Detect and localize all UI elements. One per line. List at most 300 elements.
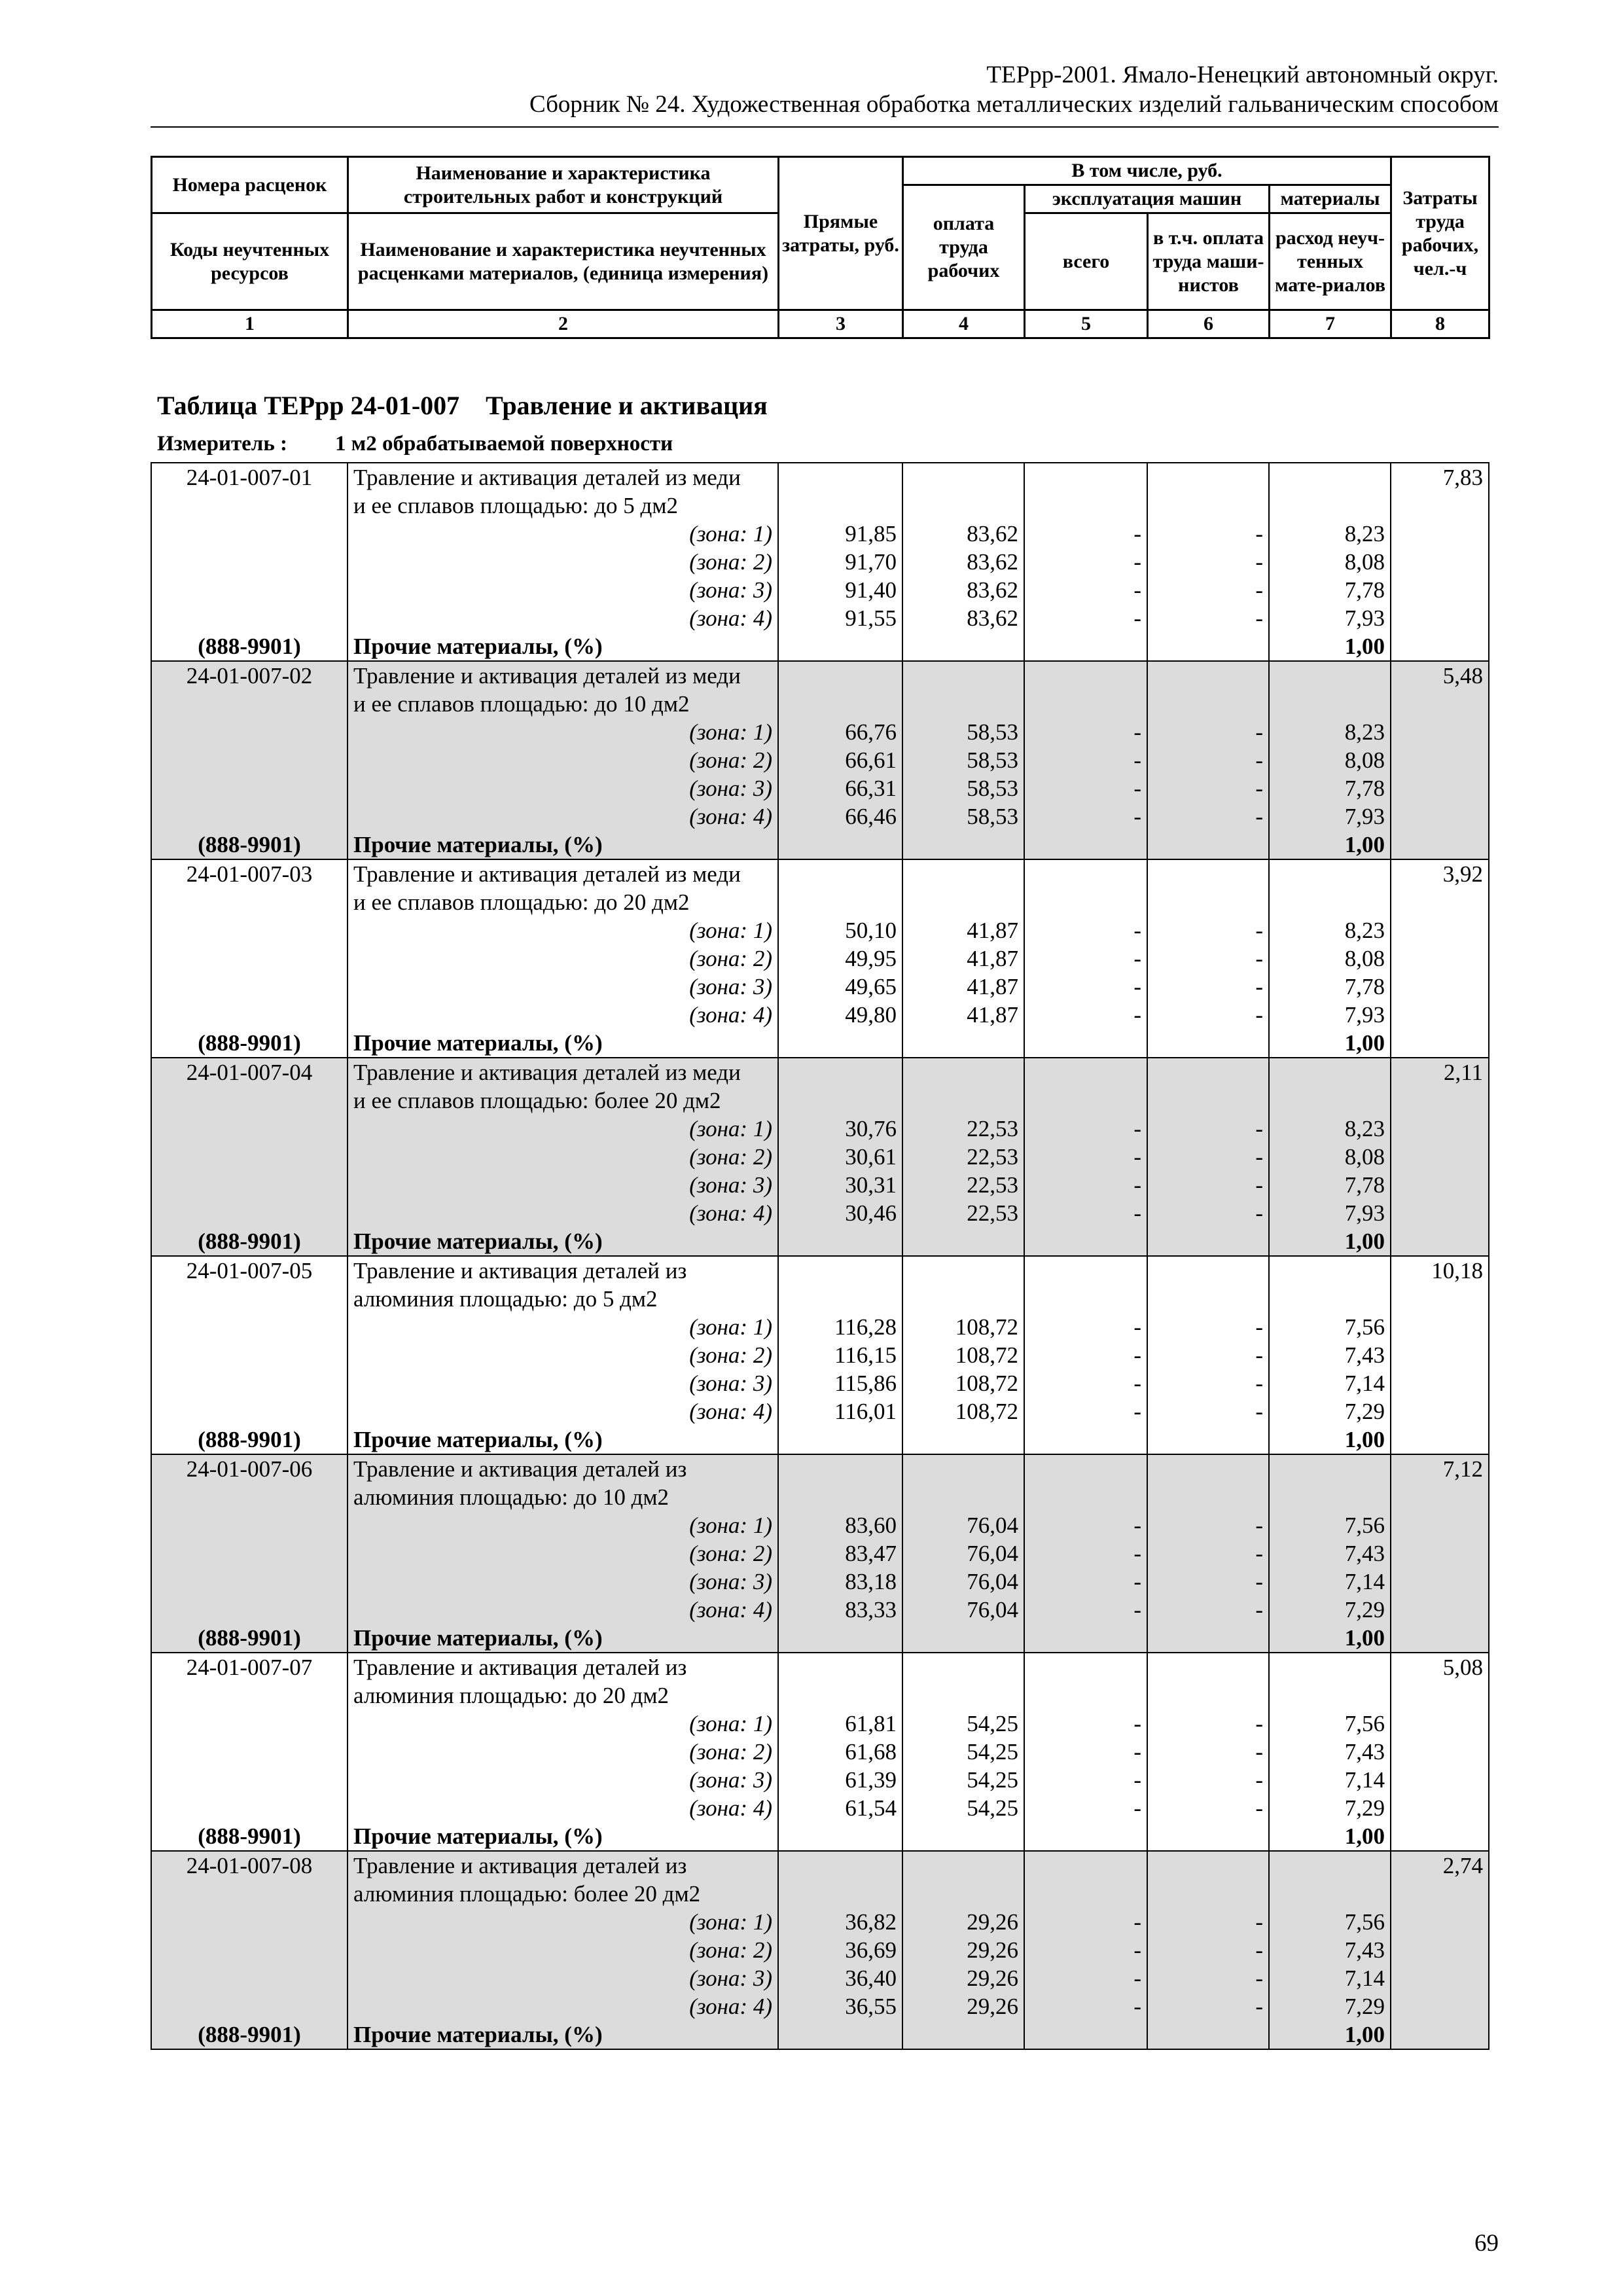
empty-cell	[778, 1256, 902, 1285]
resource-value: 1,00	[1269, 2020, 1391, 2049]
table-row	[151, 859, 1489, 888]
direct-cost: 91,85	[778, 520, 902, 548]
resource-code: (888-9901)	[151, 831, 348, 859]
empty-cell	[1391, 548, 1489, 576]
empty-cell	[1269, 1285, 1391, 1313]
col4-header: оплата труда рабочих	[903, 185, 1025, 310]
empty-cell	[1024, 1483, 1147, 1511]
empty-cell	[778, 1058, 902, 1086]
machinist-pay: -	[1147, 520, 1269, 548]
empty-cell	[902, 1029, 1024, 1058]
empty-cell	[1391, 746, 1489, 774]
measure-value: 1 м2 обрабатываемой поверхности	[335, 432, 673, 456]
empty-cell	[902, 888, 1024, 916]
empty-cell	[1391, 1199, 1489, 1227]
zone-row	[151, 576, 1489, 604]
empty-cell	[1391, 1143, 1489, 1171]
resource-code: (888-9901)	[151, 632, 348, 661]
empty-cell	[151, 944, 348, 973]
worker-pay: 41,87	[902, 944, 1024, 973]
empty-cell	[1391, 718, 1489, 746]
rate-description-line-2: и ее сплавов площадью: до 10 дм2	[348, 690, 778, 718]
zone-row	[151, 1964, 1489, 1992]
zone-row	[151, 774, 1489, 802]
empty-cell	[1024, 1256, 1147, 1285]
empty-cell	[1269, 1454, 1391, 1483]
empty-cell	[902, 2020, 1024, 2049]
empty-cell	[902, 1086, 1024, 1115]
empty-cell	[1269, 859, 1391, 888]
worker-pay: 29,26	[902, 1908, 1024, 1936]
rate-description-line-1: Травление и активация деталей из меди	[348, 661, 778, 690]
machine-cost: -	[1024, 1794, 1147, 1822]
machine-cost: -	[1024, 1992, 1147, 2020]
machinist-pay: -	[1147, 1511, 1269, 1539]
empty-cell	[1024, 1880, 1147, 1908]
empty-cell	[1147, 1285, 1269, 1313]
machine-cost: -	[1024, 1341, 1147, 1369]
empty-cell	[1391, 1115, 1489, 1143]
zone-row	[151, 520, 1489, 548]
direct-cost: 61,39	[778, 1766, 902, 1794]
machinist-pay: -	[1147, 774, 1269, 802]
empty-cell	[1147, 632, 1269, 661]
machine-cost: -	[1024, 944, 1147, 973]
empty-cell	[151, 1171, 348, 1199]
machinist-pay: -	[1147, 1341, 1269, 1369]
zone-label: (зона: 2)	[348, 1738, 778, 1766]
rate-block	[151, 1851, 1489, 2049]
worker-pay: 108,72	[902, 1369, 1024, 1397]
empty-cell	[1024, 1086, 1147, 1115]
direct-cost: 83,33	[778, 1596, 902, 1624]
empty-cell	[151, 1313, 348, 1341]
direct-cost: 30,61	[778, 1143, 902, 1171]
empty-cell	[1391, 1029, 1489, 1058]
empty-cell	[151, 1285, 348, 1313]
direct-cost: 30,76	[778, 1115, 902, 1143]
empty-cell	[1391, 1511, 1489, 1539]
machine-cost: -	[1024, 1539, 1147, 1568]
materials-cost: 7,43	[1269, 1936, 1391, 1964]
zone-label: (зона: 4)	[348, 802, 778, 831]
rate-description-line-2: алюминия площадью: до 20 дм2	[348, 1681, 778, 1710]
empty-cell	[1147, 1058, 1269, 1086]
empty-cell	[1269, 1483, 1391, 1511]
col-number-8: 8	[1391, 310, 1489, 338]
resource-row	[151, 1426, 1489, 1454]
worker-pay: 76,04	[902, 1511, 1024, 1539]
machine-cost: -	[1024, 1908, 1147, 1936]
worker-pay: 76,04	[902, 1568, 1024, 1596]
empty-cell	[151, 973, 348, 1001]
rate-description-line-2: и ее сплавов площадью: до 5 дм2	[348, 492, 778, 520]
empty-cell	[1391, 1880, 1489, 1908]
empty-cell	[902, 690, 1024, 718]
empty-cell	[151, 1001, 348, 1029]
col-number-1: 1	[152, 310, 348, 338]
zone-row	[151, 1710, 1489, 1738]
empty-cell	[1147, 1483, 1269, 1511]
machine-cost: -	[1024, 718, 1147, 746]
materials-cost: 7,14	[1269, 1568, 1391, 1596]
measure-label: Измеритель :	[157, 432, 288, 456]
materials-cost: 7,56	[1269, 1908, 1391, 1936]
empty-cell	[151, 746, 348, 774]
zone-label: (зона: 4)	[348, 1397, 778, 1426]
worker-pay: 29,26	[902, 1992, 1024, 2020]
zone-label: (зона: 2)	[348, 1539, 778, 1568]
direct-cost: 83,18	[778, 1568, 902, 1596]
empty-cell	[151, 888, 348, 916]
zone-row	[151, 1568, 1489, 1596]
zone-label: (зона: 4)	[348, 1001, 778, 1029]
materials-cost: 7,56	[1269, 1511, 1391, 1539]
resource-row	[151, 1029, 1489, 1058]
direct-cost: 91,55	[778, 604, 902, 632]
direct-cost: 49,80	[778, 1001, 902, 1029]
empty-cell	[1024, 859, 1147, 888]
empty-cell	[1147, 1822, 1269, 1851]
worker-pay: 22,53	[902, 1143, 1024, 1171]
machine-cost: -	[1024, 802, 1147, 831]
rates-table	[151, 462, 1489, 2050]
empty-cell	[151, 1936, 348, 1964]
zone-label: (зона: 3)	[348, 973, 778, 1001]
rate-description-line-1: Травление и активация деталей из	[348, 1653, 778, 1681]
empty-cell	[151, 576, 348, 604]
machine-cost: -	[1024, 576, 1147, 604]
materials-cost: 7,29	[1269, 1596, 1391, 1624]
rate-description-line-2: алюминия площадью: до 10 дм2	[348, 1483, 778, 1511]
empty-cell	[151, 1511, 348, 1539]
empty-cell	[778, 888, 902, 916]
machine-cost: -	[1024, 1936, 1147, 1964]
zone-row	[151, 944, 1489, 973]
empty-cell	[151, 1143, 348, 1171]
worker-pay: 29,26	[902, 1964, 1024, 1992]
measure-line	[157, 432, 673, 456]
empty-cell	[1269, 661, 1391, 690]
empty-cell	[902, 1227, 1024, 1256]
worker-pay: 76,04	[902, 1539, 1024, 1568]
table-row	[151, 1285, 1489, 1313]
empty-cell	[1391, 1341, 1489, 1369]
empty-cell	[151, 1397, 348, 1426]
empty-cell	[778, 1851, 902, 1880]
empty-cell	[151, 802, 348, 831]
rate-code: 24-01-007-01	[151, 463, 348, 492]
machine-cost: -	[1024, 1710, 1147, 1738]
empty-cell	[1147, 1880, 1269, 1908]
empty-cell	[1269, 1086, 1391, 1115]
column-header-table	[151, 156, 1490, 339]
empty-cell	[778, 1822, 902, 1851]
zone-row	[151, 1369, 1489, 1397]
col3-header: Прямые затраты, руб.	[779, 157, 903, 310]
worker-pay: 54,25	[902, 1766, 1024, 1794]
empty-cell	[151, 1992, 348, 2020]
empty-cell	[1391, 1285, 1489, 1313]
empty-cell	[902, 1285, 1024, 1313]
rate-description-line-1: Травление и активация деталей из меди	[348, 463, 778, 492]
direct-cost: 83,60	[778, 1511, 902, 1539]
empty-cell	[778, 690, 902, 718]
empty-cell	[1391, 1568, 1489, 1596]
empty-cell	[1391, 1992, 1489, 2020]
empty-cell	[1391, 1794, 1489, 1822]
empty-cell	[1391, 973, 1489, 1001]
empty-cell	[1391, 888, 1489, 916]
zone-label: (зона: 3)	[348, 1568, 778, 1596]
empty-cell	[1391, 1710, 1489, 1738]
zone-label: (зона: 1)	[348, 1710, 778, 1738]
machinist-pay: -	[1147, 1313, 1269, 1341]
machinist-pay: -	[1147, 1143, 1269, 1171]
empty-cell	[778, 831, 902, 859]
zone-label: (зона: 3)	[348, 774, 778, 802]
machinist-pay: -	[1147, 718, 1269, 746]
empty-cell	[902, 1256, 1024, 1285]
empty-cell	[902, 1681, 1024, 1710]
rate-description-line-2: и ее сплавов площадью: более 20 дм2	[348, 1086, 778, 1115]
table-row	[151, 1653, 1489, 1681]
materials-cost: 8,23	[1269, 718, 1391, 746]
resource-value: 1,00	[1269, 1624, 1391, 1653]
resource-row	[151, 1227, 1489, 1256]
empty-cell	[1147, 661, 1269, 690]
empty-cell	[1391, 1624, 1489, 1653]
worker-pay: 83,62	[902, 604, 1024, 632]
empty-cell	[902, 1483, 1024, 1511]
empty-cell	[1024, 1624, 1147, 1653]
rate-code: 24-01-007-08	[151, 1851, 348, 1880]
rate-description-line-1: Травление и активация деталей из меди	[348, 859, 778, 888]
empty-cell	[778, 1483, 902, 1511]
col-number-7: 7	[1270, 310, 1391, 338]
empty-cell	[778, 1880, 902, 1908]
empty-cell	[151, 1766, 348, 1794]
empty-cell	[778, 1029, 902, 1058]
materials-cost: 7,29	[1269, 1397, 1391, 1426]
worker-pay: 108,72	[902, 1313, 1024, 1341]
col2-bottom-header: Наименование и характеристика неучтенных расценками материалов, (единица измерения)	[348, 213, 779, 310]
empty-cell	[151, 1341, 348, 1369]
empty-cell	[1147, 1227, 1269, 1256]
machine-cost: -	[1024, 1964, 1147, 1992]
col-number-4: 4	[903, 310, 1025, 338]
zone-row	[151, 1936, 1489, 1964]
rate-code: 24-01-007-06	[151, 1454, 348, 1483]
worker-pay: 58,53	[902, 746, 1024, 774]
empty-cell	[1269, 463, 1391, 492]
empty-cell	[1391, 1313, 1489, 1341]
direct-cost: 66,61	[778, 746, 902, 774]
machine-cost: -	[1024, 548, 1147, 576]
zone-row	[151, 1766, 1489, 1794]
zone-label: (зона: 4)	[348, 1199, 778, 1227]
machine-cost: -	[1024, 1766, 1147, 1794]
zone-label: (зона: 3)	[348, 1964, 778, 1992]
resource-name: Прочие материалы, (%)	[348, 831, 778, 859]
resource-row	[151, 831, 1489, 859]
rate-block	[151, 1256, 1489, 1454]
materials-cost: 7,56	[1269, 1313, 1391, 1341]
materials-cost: 7,43	[1269, 1341, 1391, 1369]
rate-description-line-1: Травление и активация деталей из	[348, 1256, 778, 1285]
table-title-name: Травление и активация	[486, 391, 768, 420]
zone-label: (зона: 2)	[348, 548, 778, 576]
empty-cell	[151, 492, 348, 520]
empty-cell	[1147, 831, 1269, 859]
empty-cell	[1391, 1596, 1489, 1624]
rate-description-line-2: алюминия площадью: до 5 дм2	[348, 1285, 778, 1313]
direct-cost: 83,47	[778, 1539, 902, 1568]
machine-cost: -	[1024, 520, 1147, 548]
materials-cost: 8,23	[1269, 520, 1391, 548]
col-number-5: 5	[1025, 310, 1148, 338]
rate-code: 24-01-007-02	[151, 661, 348, 690]
empty-cell	[1147, 2020, 1269, 2049]
materials-cost: 8,23	[1269, 916, 1391, 944]
zone-row	[151, 746, 1489, 774]
zone-label: (зона: 4)	[348, 604, 778, 632]
zone-label: (зона: 2)	[348, 1936, 778, 1964]
col7-header: расход неуч-тенных мате-риалов	[1270, 213, 1391, 310]
labor-cost: 10,18	[1391, 1256, 1489, 1285]
worker-pay: 58,53	[902, 802, 1024, 831]
col8-header: Затраты труда рабочих, чел.-ч	[1391, 157, 1489, 310]
col1-top-header: Номера расценок	[152, 157, 348, 213]
machinist-pay: -	[1147, 1001, 1269, 1029]
machine-cost: -	[1024, 1001, 1147, 1029]
materials-cost: 7,29	[1269, 1992, 1391, 2020]
empty-cell	[778, 632, 902, 661]
empty-cell	[1024, 1454, 1147, 1483]
empty-cell	[151, 1539, 348, 1568]
zone-row	[151, 1992, 1489, 2020]
rate-block	[151, 1653, 1489, 1851]
resource-code: (888-9901)	[151, 1227, 348, 1256]
empty-cell	[1147, 1426, 1269, 1454]
empty-cell	[1391, 1964, 1489, 1992]
zone-row	[151, 802, 1489, 831]
materials-cost: 8,23	[1269, 1115, 1391, 1143]
materials-cost: 8,08	[1269, 944, 1391, 973]
rate-block	[151, 859, 1489, 1058]
worker-pay: 83,62	[902, 548, 1024, 576]
empty-cell	[778, 492, 902, 520]
table-title	[157, 390, 768, 421]
empty-cell	[778, 859, 902, 888]
resource-code: (888-9901)	[151, 2020, 348, 2049]
empty-cell	[1269, 690, 1391, 718]
worker-pay: 108,72	[902, 1397, 1024, 1426]
worker-pay: 83,62	[902, 576, 1024, 604]
empty-cell	[151, 1086, 348, 1115]
empty-cell	[1391, 604, 1489, 632]
empty-cell	[1391, 690, 1489, 718]
table-row	[151, 463, 1489, 492]
zone-row	[151, 1313, 1489, 1341]
table-row	[151, 492, 1489, 520]
empty-cell	[1391, 1681, 1489, 1710]
machine-cost: -	[1024, 1596, 1147, 1624]
rate-description-line-1: Травление и активация деталей из	[348, 1454, 778, 1483]
empty-cell	[902, 463, 1024, 492]
resource-row	[151, 632, 1489, 661]
direct-cost: 116,15	[778, 1341, 902, 1369]
materials-cost: 7,93	[1269, 604, 1391, 632]
direct-cost: 61,81	[778, 1710, 902, 1738]
resource-name: Прочие материалы, (%)	[348, 2020, 778, 2049]
empty-cell	[778, 2020, 902, 2049]
empty-cell	[1147, 1624, 1269, 1653]
worker-pay: 54,25	[902, 1794, 1024, 1822]
empty-cell	[1147, 1454, 1269, 1483]
machinist-pay: -	[1147, 1710, 1269, 1738]
materials-group-header: материалы	[1270, 185, 1391, 213]
table-row	[151, 1058, 1489, 1086]
rate-description-line-1: Травление и активация деталей из	[348, 1851, 778, 1880]
resource-row	[151, 1822, 1489, 1851]
machinist-pay: -	[1147, 1908, 1269, 1936]
direct-cost: 61,54	[778, 1794, 902, 1822]
materials-cost: 7,78	[1269, 973, 1391, 1001]
empty-cell	[902, 1880, 1024, 1908]
empty-cell	[902, 1822, 1024, 1851]
empty-cell	[1269, 1681, 1391, 1710]
labor-cost: 7,83	[1391, 463, 1489, 492]
empty-cell	[1024, 2020, 1147, 2049]
direct-cost: 36,55	[778, 1992, 902, 2020]
machinist-pay: -	[1147, 1794, 1269, 1822]
rate-description-line-1: Травление и активация деталей из меди	[348, 1058, 778, 1086]
machine-cost: -	[1024, 1199, 1147, 1227]
empty-cell	[1391, 1738, 1489, 1766]
empty-cell	[902, 661, 1024, 690]
empty-cell	[1024, 831, 1147, 859]
empty-cell	[1269, 1058, 1391, 1086]
machine-cost: -	[1024, 604, 1147, 632]
empty-cell	[1147, 492, 1269, 520]
resource-name: Прочие материалы, (%)	[348, 1822, 778, 1851]
empty-cell	[1024, 1426, 1147, 1454]
worker-pay: 83,62	[902, 520, 1024, 548]
col2-top-header: Наименование и характеристика строительных работ и конструкций	[348, 157, 779, 213]
table-row	[151, 1086, 1489, 1115]
table-row	[151, 1256, 1489, 1285]
materials-cost: 7,78	[1269, 1171, 1391, 1199]
zone-label: (зона: 3)	[348, 1171, 778, 1199]
worker-pay: 58,53	[902, 718, 1024, 746]
empty-cell	[151, 916, 348, 944]
empty-cell	[151, 1794, 348, 1822]
zone-label: (зона: 2)	[348, 746, 778, 774]
table-row	[151, 1880, 1489, 1908]
empty-cell	[1024, 1851, 1147, 1880]
machine-cost: -	[1024, 774, 1147, 802]
empty-cell	[151, 774, 348, 802]
machinist-pay: -	[1147, 1369, 1269, 1397]
direct-cost: 61,68	[778, 1738, 902, 1766]
zone-label: (зона: 3)	[348, 1766, 778, 1794]
direct-cost: 49,95	[778, 944, 902, 973]
machinist-pay: -	[1147, 1738, 1269, 1766]
resource-name: Прочие материалы, (%)	[348, 632, 778, 661]
table-title-label: Таблица ТЕРрр 24-01-007	[157, 391, 460, 420]
direct-cost: 49,65	[778, 973, 902, 1001]
